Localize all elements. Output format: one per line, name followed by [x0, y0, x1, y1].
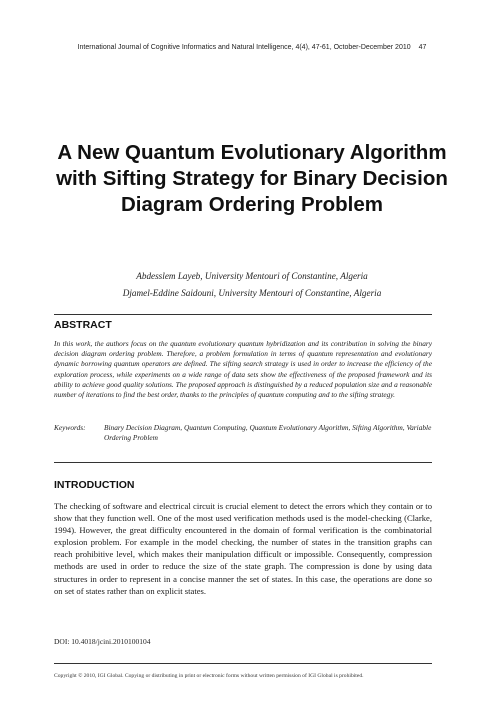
- footer-rule: [54, 663, 432, 664]
- abstract-heading: ABSTRACT: [54, 319, 112, 331]
- introduction-text: The checking of software and electrical circuit is crucial element to detect the errors which they contain or to show that they function well. One of the most used verification methods used is the model-checking (Clarke, 1994). However, the great difficulty encountered in the domain of formal verification is the combinatorial explosion problem. For example in the model checking, the number of states in the transition graphs can reach prohibitive level, which makes their manipulation difficult or impossible. Consequently, compression methods are used in order to reduce the size of the state graph. The compression is done by using data structures in order to represent in a concise manner the set of states. In this case, the operations are done so on set of states rather than on explicit states.: [54, 501, 432, 596]
- doi: DOI: 10.4018/jcini.2010100104: [54, 637, 151, 646]
- article-title: A New Quantum Evolutionary Algorithm with Sifting Strategy for Binary Decision Diagram Ordering Problem: [56, 141, 448, 216]
- abstract-text: In this work, the authors focus on the quantum evolutionary quantum hybridization and its contribution in solving the binary decision diagram ordering problem. Therefore, a problem formulation in terms of quantum representation and evolutionary dynamic borrowing quantum operators are defined. The sifting search strategy is used in order to increase the efficiency of the exploration process, while experiments on a wide range of data sets show the effectiveness of the proposed framework and its ability to achieve good quality solutions. The proposed approach is distinguished by a reduced population size and a reasonable number of iterations to find the best order, thanks to the principles of quantum computing and to the sifting strategy.: [54, 339, 432, 400]
- keywords-label: Keywords:: [54, 423, 86, 432]
- introduction-heading: INTRODUCTION: [54, 479, 135, 491]
- author-list: [30, 268, 474, 302]
- keywords-block: [54, 423, 432, 443]
- running-head: [0, 44, 504, 51]
- keywords-text: Binary Decision Diagram, Quantum Computing, Quantum Evolutionary Algorithm, Sifting Algorithm, Variable Ordering Problem: [104, 423, 432, 443]
- page-number: 47: [418, 44, 427, 51]
- abstract-bottom-rule: [54, 462, 432, 463]
- copyright-notice: Copyright © 2010, IGI Global. Copying or distributing in print or electronic forms without written permission of IGI Global is prohibited.: [54, 673, 364, 679]
- author-2: Djamel-Eddine Saidouni, University Mentouri of Constantine, Algeria: [122, 288, 382, 298]
- journal-citation: International Journal of Cognitive Informatics and Natural Intelligence, 4(4), 47-61, October-December 2010: [77, 44, 411, 51]
- abstract-top-rule: [54, 314, 432, 315]
- author-1: Abdesslem Layeb, University Mentouri of Constantine, Algeria: [136, 271, 368, 281]
